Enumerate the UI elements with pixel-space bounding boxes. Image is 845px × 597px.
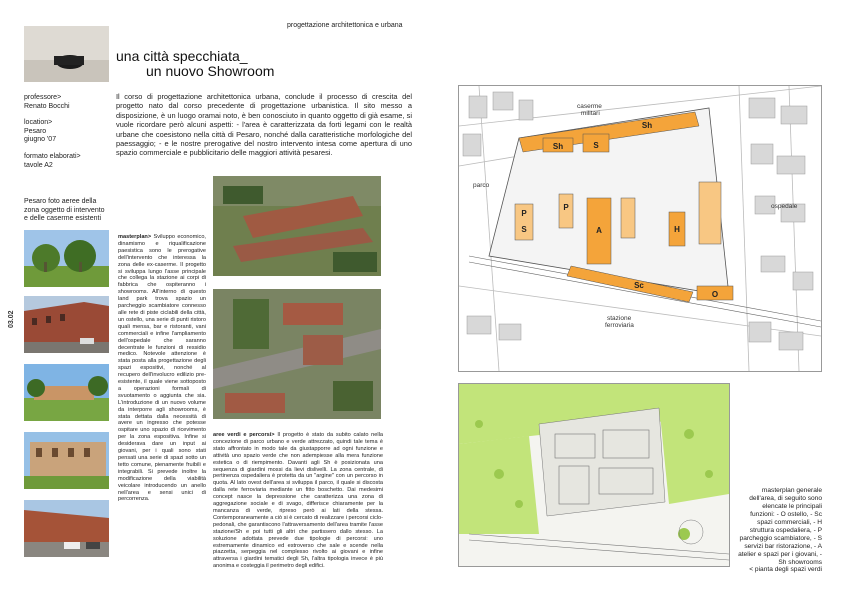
verdi-body: Il progetto è stato da subito calato nella concezione di parco urbano e verde attrezzato, quindi tale tema è stato affrontato in modo tale da giustapporre ad ogni funzione e attività uno spazio verde che non adempiesse alla mera funzione estetica o di riempimento. Davanti agli Sh è posizionata una sequenza di giardini mossi da lievi dislivelli. La zona centrale, di pertinenza ospedaliera è protetta da un "argine" con un percorso in quota. Al lato ovest dell'area si sviluppa il parco, il quale si discosta dalla rete ferroviaria mediante un fitto boschetto. Dai medesimi concept nasce la depressione che caratterizza una zona di aggregazione sociale e di svago, differisce chiaramente per la mancanza di verde, ripreso però ai lati della stessa. Contemporaneamente a ciò si è cercato di realizzare i percorsi ciclo-pedonali, che garantiscono l'attraversamento dell'area tramite l'asse stazione/Sh e poi tutti gli altri che partissero dallo stesso. La soluzione adottata prevede due tipologie di percorsi: uno estremamente dinamico ed estroverso che sale e scende nella piazzetta, serpeggia nel complesso rivolto ai giovani e infine attraversa i giardini tematici degli Sh, l'altra tipologia invece è più anonima e costeggia il perimetro degli edifici.	[213, 432, 383, 570]
verdi-lead: aree verdi e percorsi>	[213, 432, 275, 438]
title-line-1: una città specchiata_	[116, 48, 248, 64]
masterplan-map	[458, 85, 822, 372]
masterplan-lead: masterplan>	[118, 234, 152, 240]
photo-street-cars	[24, 500, 109, 557]
block-label-p-left: P	[521, 209, 527, 218]
location-label: location>	[24, 119, 53, 127]
photo-caption: Pesaro foto aeree della zona oggetto di intervento e delle caserme esistenti	[24, 198, 105, 223]
aerial-photo-2	[213, 289, 381, 419]
block-label-sh1: Sh	[641, 121, 653, 130]
block-label-a: A	[596, 226, 602, 235]
map-label-stazione-2: ferroviaria	[605, 322, 634, 329]
block-label-s-left: S	[521, 225, 527, 234]
photo-object	[24, 26, 109, 82]
intro-paragraph: Il corso di progettazione architettonica urbana, conclude il processo di crescita del progetto nato dal corso precedente di progettazione urbanistica. Il sito messo a disposizione, è un luogo oramai noto, è ben conosciuto in quanto oggetto di già esame, si vuole ricordare però alcuni aspetti: - l'area è caratterizzata da forti legami con le realtà urbane che coesistono nella città di Pesaro, nonché dalla caratteristiche morfologiche del paessaggio; - e le nostre prerogative del nostro intervento intesa come apertura di uno spazio commerciale e pubblicitario delle maggiori attività pesaresi.	[116, 92, 412, 158]
aerial-photo-1	[213, 176, 381, 276]
block-label-p: P	[563, 203, 569, 212]
map-label-ospedale: ospedale	[771, 203, 798, 210]
photo-barracks-front	[24, 432, 109, 489]
block-label-s-top: S	[593, 141, 599, 150]
section-header: progettazione architettonica e urbana	[287, 22, 403, 29]
photo-barracks-street	[24, 296, 109, 353]
title-line-2: un nuovo Showroom	[146, 63, 275, 79]
block-label-sc: Sc	[634, 281, 644, 290]
photo-park	[24, 230, 109, 287]
professor-name: Renato Bocchi	[24, 102, 70, 110]
photo-barracks-lawn	[24, 364, 109, 421]
green-plan	[458, 383, 730, 567]
masterplan-body: Sviluppo economico, dinamismo e riqualificazione paesistica sono le prerogative dell'intervento che interessa la zona delle ex-caserme. Il progetto si sviluppa lungo l'asse principale che collega la stazione ai corpi di fabbrica che ospiteranno i showrooms. All'interno di questo land park trova spazio un parcheggio scambiatore connesso alle rete di piste ciclabili della città, un ostello, una serie di punti ristoro quali mensa, bar e ristoranti, vani commerciali e infine l'ampliamento dell'ospedale che saranno decentrate le funzioni di ressidio medico. Notevole attenzione è stata posta alla progettazione degli spazi espositivi, nonché al recupero dell'involucro edilizio pre-esistente, il quale viene sottoposto a operazioni formali di svuotamento o aggiunta che sia. L'introduzione di un nuovo volume da interporre agli showrooms, è stata dettata dalla necessità di avere un ingresso che potesse ospitare uno spazio di ricevimento per la zona espositiva. Infine si desiderava dare un input ai giovani, per i quali sono stati pensati una serie di spazi sotto un tetto comune, pienamente fruibili e integrabili. Si prevede inoltre la modificazione della viabilità veicolare introducendo un anello nell'area e sensi unici di percorrenza.	[118, 234, 206, 503]
green-caption: < pianta degli spazi verdi	[749, 566, 822, 573]
block-label-h: H	[674, 225, 680, 234]
block-label-sh2: Sh	[552, 142, 564, 151]
map-label-parco: parco	[473, 182, 490, 189]
location-value: Pesaro	[24, 127, 47, 135]
date-value: giugno '07	[24, 136, 57, 144]
masterplan-legend: masterplan generale dell'area, di seguito sono elencate le principali funzioni: - O ostello, - Sc spazi commerciali, - H struttura ospedaliera, - P parcheggio scambiatore, - S servizi bar ristorazione, - A atelier e spazi per i giovani, - Sh showrooms	[738, 487, 822, 566]
verdi-text	[213, 432, 383, 570]
map-label-caserme-1: caserme	[577, 103, 602, 110]
professor-label: professore>	[24, 94, 62, 101]
block-label-o: O	[711, 290, 719, 299]
page-number: 03.02	[8, 310, 15, 328]
masterplan-text	[118, 234, 206, 503]
format-label: formato elaborati>	[24, 152, 81, 160]
map-label-stazione-1: stazione	[607, 315, 632, 322]
format-value: tavole A2	[24, 161, 53, 169]
map-label-caserme-2: militari	[581, 110, 600, 117]
